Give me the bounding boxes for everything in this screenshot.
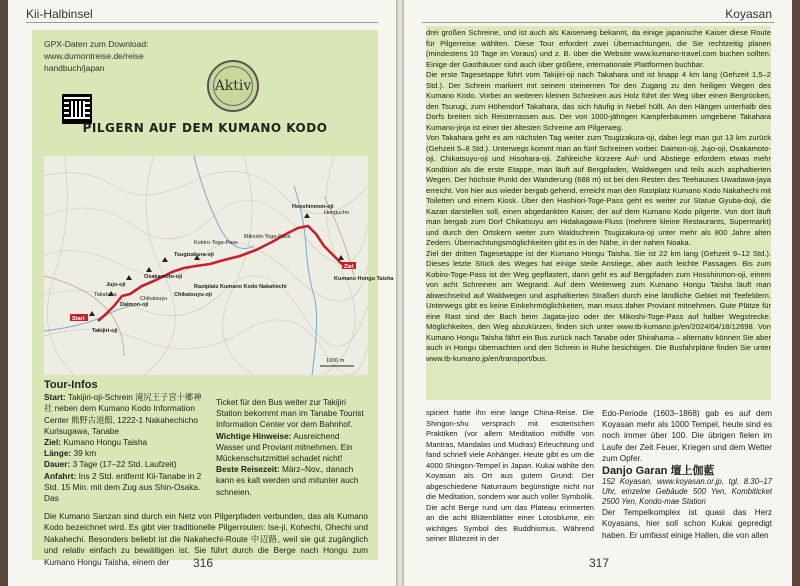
- danjo-garan-info: 152 Koyasan, www.koyasan.or.jp, tgl. 8.30–17 Uhr, einzelne Gebäude 500 Yen, Kombiticket 2500 Yen, Kondo-mae Station: [602, 477, 772, 507]
- tour-infos-col2: [216, 397, 368, 498]
- body-column-1: spiriert hatte ihn eine lange China-Reise. Die Shingon-shu versprach mit esoterischen Praktiken (vor allem Meditation mithilfe von Mantras, Mandalas und Mudras) Erleuchtung und fand schnell viele Anhänger. Heute gibt es um die 4000 Shingon-Tempel in Japan. Kukai wählte den Koyasan als Ort aus gutem Grund: Der abgeschiedene Naturraum begünstigte nicht nur die Meditation, sondern war auch voller Symbolik. Die acht Berge rund um das Plateau erinnerten an die acht Blütenblätter einer Lotosblume, ein wichtiges Symbol des Buddhismus. Während seiner Blütezeit in der: [426, 408, 594, 543]
- route-map-svg: [44, 156, 394, 375]
- hinweise-label: Wichtige Hinweise:: [216, 430, 292, 441]
- right-page: [404, 0, 792, 586]
- laenge-label: Länge:: [44, 448, 72, 459]
- paragraph: Von Takahara geht es am nächsten Tag weiter zum Tsugizakura-oji, dabei legt man gut 13 km zurück (Gehzeit 5–8 Std.). Unterwegs kommt man an fünf Schreinen vorbei: Daimon-oji, Jujo-oji, Osakamoto-oji, Chikatsuyu-oji und Hisohara-oji. Zahlreiche kürzere Auf- und Abstiege erfordern etwas mehr Kondition als die erste Etappe, man läuft auf Bergpfaden, Waldwegen und teils auch asphaltierten Wegen. Der höchste Punkt der Wanderung (688 m) ist bei den Resten des Teehauses Uwadawa-jaya erreicht. Von hier aus wieder bergab gehend, erreicht man den Rastplatz Kumano Kodo Nakahechi mit Toiletten und einem Kiosk. Über den Hashiori-Toge-Pass geht es weiter zur Statue Gyuba-doji, die Kazan darstellen soll, einen abgedankten Kaiser, der auf dem Kumano Kodo pilgerte. Von dort läuft man bergab zum Dorf Chikatsuyu am Hidakagawa-Fluss (mehrere kleine Restaurants, Supermarkt) und durch den Ortskern weiter zum Waldschrein Tsugizakura-oji unter mehr als 800 Jahre alten Zedern. Übernachtungsmöglichkeiten gibt es in der Nähe, in der nahen Noaka.: [426, 133, 771, 247]
- map-hongucho-label: Hongucho: [324, 210, 350, 216]
- qr-code-icon: [62, 94, 92, 124]
- left-page: [8, 0, 396, 586]
- running-head: Kii-Halbinsel: [26, 7, 93, 21]
- running-head: Koyasan: [725, 7, 772, 21]
- map-mikoshi-label: Mikoshi-Toge-Pass: [244, 234, 291, 240]
- reisezeit-label: Beste Reisezeit:: [216, 464, 280, 475]
- tour-infos-col1: [44, 380, 209, 504]
- dauer-label: Dauer:: [44, 459, 71, 470]
- start-label: Start:: [44, 392, 66, 403]
- map-jujo-label: Jujo-oji: [106, 282, 126, 288]
- map-hongu-taisha-label: Kumano Hongu Taisha: [334, 276, 394, 282]
- map-takahara-label: Takahara: [94, 292, 117, 298]
- edo-paragraph: Edo-Periode (1603–1868) gab es auf dem Koyasan mehr als 1000 Tempel, heute sind es noch immer über 100. Die übrigen fielen im Laufe der Zeit Feuer, Kriegen und dem Wetter zum Opfer.: [602, 409, 772, 463]
- map-osakamoto-label: Osakamoto-oji: [144, 274, 183, 280]
- map-chikatsuyu-oji-label: Chikatsuyu-oji: [174, 292, 212, 298]
- reisezeit-text: März–Nov., danach kann es kalt werden und mitunter auch schneien.: [216, 464, 359, 497]
- map-kobiro-label: Kobiro-Toge-Pass: [194, 240, 238, 246]
- paragraph: drei großen Schreine, und ist auch als Kaiserweg bekannt, da einige japanische Kaiser diese Route für Pilgerreise wählten. Diese Tour erfordert zwei Übernachtungen, die Sie rechtzeitig planen (mindestens 10 Tage im Voraus) und z. B. über die Website www.kumano-travel.com buchen sollten. Einige der Gasthäuser sind auch über größere, internationale Plattformen buchbar.: [426, 28, 771, 69]
- aktiv-badge: [207, 60, 259, 112]
- bus-ticket-text: Ticket für den Bus weiter zur Takijiri Station bekommt man im Tanabe Tourist Information Center vor dem Bahnhof.: [216, 397, 364, 430]
- route-map: [44, 156, 394, 375]
- map-takijiri-label: Takijiri-oji: [92, 328, 118, 334]
- map-rastplatz-label: Rastplatz Kumano Kodo Nakahechi: [194, 284, 287, 290]
- hinweise-text: Ausreichend Wasser und Proviant mitnehmen. Ein Mückenschutzmittel schadet nicht!: [216, 430, 353, 464]
- box-title: PILGERN AUF DEM KUMANO KODO: [82, 121, 328, 135]
- intro-text: Die Kumano Sanzan sind durch ein Netz von Pilgerpfaden verbunden, das als Kumano Kodo bezeichnet wird. Es gibt vier traditionelle Pilgerrouten: Ise-ji, Kohechi, Ohechi und Nakahechi. Besonders beliebt ist die Nakahechi-Route 中辺路, weil sie gut zugänglich und relativ einfach zu bewältigen ist. Sie führt durch die Berge nach Hongu zum Kumano Hongu Taisha, einem der: [44, 511, 368, 567]
- map-chikatsuyu-label: Chikatsuyu: [140, 296, 168, 302]
- laenge-text: 39 km: [73, 448, 97, 459]
- map-start-label: Start: [72, 316, 85, 322]
- danjo-garan-text: Der Tempelkomplex ist quasi das Herz Koyasans, hier soll schon Kukai gepredigt haben. Er umfasst einige Hallen, die von allen: [602, 508, 772, 540]
- anfahrt-label: Anfahrt:: [44, 470, 77, 481]
- anfahrt-text: Ins 2 Std. entfernt Kii-Tanabe in 2 Std. 15 Min. mit dem Zug aus Shin-Osaka. Das: [44, 470, 202, 504]
- map-scale-label: 1000 m: [326, 358, 345, 364]
- badge-label: Aktiv: [214, 78, 252, 94]
- activity-continuation-text: [426, 28, 771, 364]
- map-tsugizakura-label: Tsugizakura-oji: [174, 252, 214, 258]
- map-ziel-label: Ziel: [344, 264, 354, 270]
- body-column-2: [602, 408, 772, 541]
- paragraph: Ziel der dritten Tagesetappe ist der Kumano Hongu Taisha. Sie ist 22 km lang (Gehzeit 9–12 Std.). Dieses letzte Stück des Weges hat einige steile Anstiege, aber auch leichte Passagen. Bis zum Kobiro-Toge-Pass ist der Weg gepflastert, dann geht es auf Bergpfaden zum Hosshinmon-oji, einem von acht Schreinen am Wegrand. Auf dem Weiterweg zum Kumano Hongu Taisha läuft man abwechselnd auf Waldwegen und asphaltierten Straßen durch eine ländliche Gebiet mit Teefeldern. Unterwegs gibt es keine Einkehrmöglichkeiten, man muss daher Proviant mitnehmen. Gute Plätze für eine Rast sind der Bach beim Jagata-jizo oder der Mikoshi-Toge-Pass auf halber Wegstrecke. Möglichkeiten, den Weg abzukürzen, finden sich unter www.tb-kumano.jp/en/2024/04/18/12698. Von Kumano Hongu Taisha fährt ein Bus zurück nach Tanabe oder Shirahama – alternativ können Sie aber auch in Hongu übernachten und den Schrein in Ruhe besichtigen. Die Busfahrpläne finden Sie unter www.tb-kumano.jp/en/transport/bus.: [426, 248, 771, 363]
- tour-infos-heading: Tour-Infos: [44, 379, 98, 391]
- map-daimon-label: Daimon-oji: [120, 302, 149, 308]
- page-number: 317: [589, 556, 610, 570]
- page-number: 316: [193, 556, 214, 570]
- header-rule: [26, 22, 378, 23]
- book-gutter: [396, 0, 404, 586]
- ziel-label: Ziel:: [44, 437, 62, 448]
- ziel-text: Kumano Hongu Taisha: [63, 437, 148, 448]
- gpx-download-note: GPX-Daten zum Download: www.dumontreise.de/reise handbuch/japan: [44, 39, 149, 73]
- start-text: Takijiri-oji-Schrein 滝尻王子宮十郷神社 neben dem Kumano Kodo Information Center 熊野古道館, 1222-1 Nakahechicho Kurisugawa, Tanabe: [44, 392, 202, 436]
- danjo-garan-heading: Danjo Garan 壇上伽藍: [602, 465, 715, 478]
- map-hosshinmon-label: Hosshinmon-oji: [292, 204, 334, 210]
- paragraph: Die erste Tagesetappe führt vom Takijiri-oji nach Takahara und ist knapp 4 km lang (Gehzeit 1,5–2 Std.). Der Schrein markiert mit seinem steinernen Tor den Zugang zu den heiligen Wegen des Kumano Kodo. Vorbei an weiteren kleinen Schreinen aus Holz führt der Weg über einen Bergrücken, den Tsurugi, zum Höhendorf Takahara, das sich häufig in Nebel hüllt. An den Hängen unterhalb des Dorfs breiten sich Reisterrassen aus. Der von 1000-jährigen Kampferbäumen umgebene Takahara Kumano-jinja ist einer der ältesten Schreine am Pilgerweg.: [426, 70, 771, 132]
- header-rule: [422, 22, 774, 23]
- dauer-text: 3 Tage (17–22 Std. Laufzeit): [72, 459, 177, 470]
